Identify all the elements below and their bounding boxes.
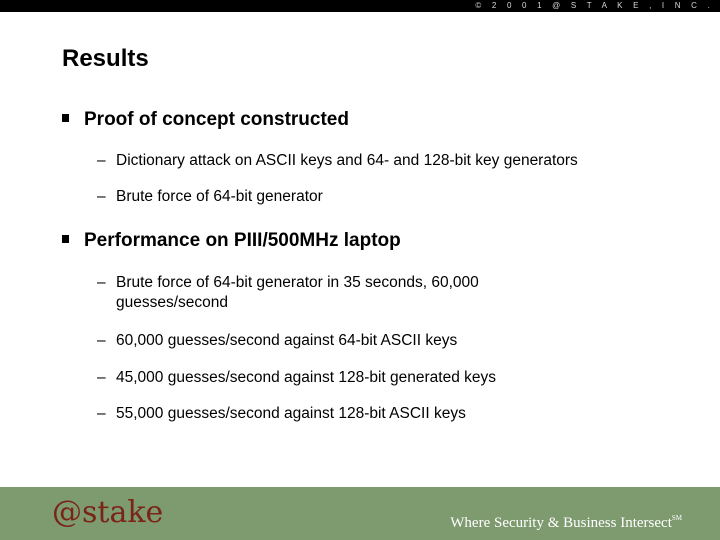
- dash-icon: –: [97, 405, 106, 422]
- top-bar: [0, 0, 720, 12]
- sub-bullet-2-4: [97, 404, 697, 424]
- sub-bullet-text: 60,000 guesses/second against 64-bit ASCII keys: [116, 332, 458, 349]
- tagline: [450, 509, 682, 532]
- bullet-1: [62, 109, 349, 131]
- sub-bullet-2-3: [97, 368, 697, 388]
- sub-bullet-text: Dictionary attack on ASCII keys and 64- and 128-bit key generators: [116, 152, 578, 169]
- dash-icon: –: [97, 152, 106, 169]
- bullet-2-text: Performance on PIII/500MHz laptop: [84, 230, 401, 251]
- sub-bullet-2-2: [97, 331, 697, 351]
- sub-bullet-text: 55,000 guesses/second against 128-bit ASCII keys: [116, 405, 466, 422]
- bullet-1-text: Proof of concept constructed: [84, 109, 349, 130]
- sub-bullet-text: Brute force of 64-bit generator in 35 seconds, 60,000 guesses/second: [116, 274, 479, 311]
- footer-band: [0, 487, 720, 540]
- sub-bullet-text: 45,000 guesses/second against 128-bit generated keys: [116, 369, 497, 386]
- sub-bullet-2-1: [97, 273, 557, 313]
- sub-bullet-1-2: [97, 187, 697, 207]
- service-mark: SM: [671, 514, 682, 522]
- dash-icon: –: [97, 369, 106, 386]
- stake-logo: [52, 495, 163, 531]
- tagline-text: Where Security & Business Intersect: [450, 515, 672, 531]
- slide-title: Results: [62, 45, 149, 72]
- sub-bullet-1-1: [97, 151, 697, 171]
- dash-icon: –: [97, 332, 106, 349]
- square-bullet-icon: [62, 235, 69, 243]
- sub-bullet-text: Brute force of 64-bit generator: [116, 188, 323, 205]
- logo-at-sign: @: [52, 495, 82, 530]
- bullet-2: [62, 230, 401, 252]
- dash-icon: –: [97, 274, 106, 291]
- dash-icon: –: [97, 188, 106, 205]
- copyright-notice: © 2 0 0 1 @ S T A K E , I N C .: [475, 1, 714, 10]
- logo-word: stake: [82, 495, 164, 530]
- square-bullet-icon: [62, 114, 69, 122]
